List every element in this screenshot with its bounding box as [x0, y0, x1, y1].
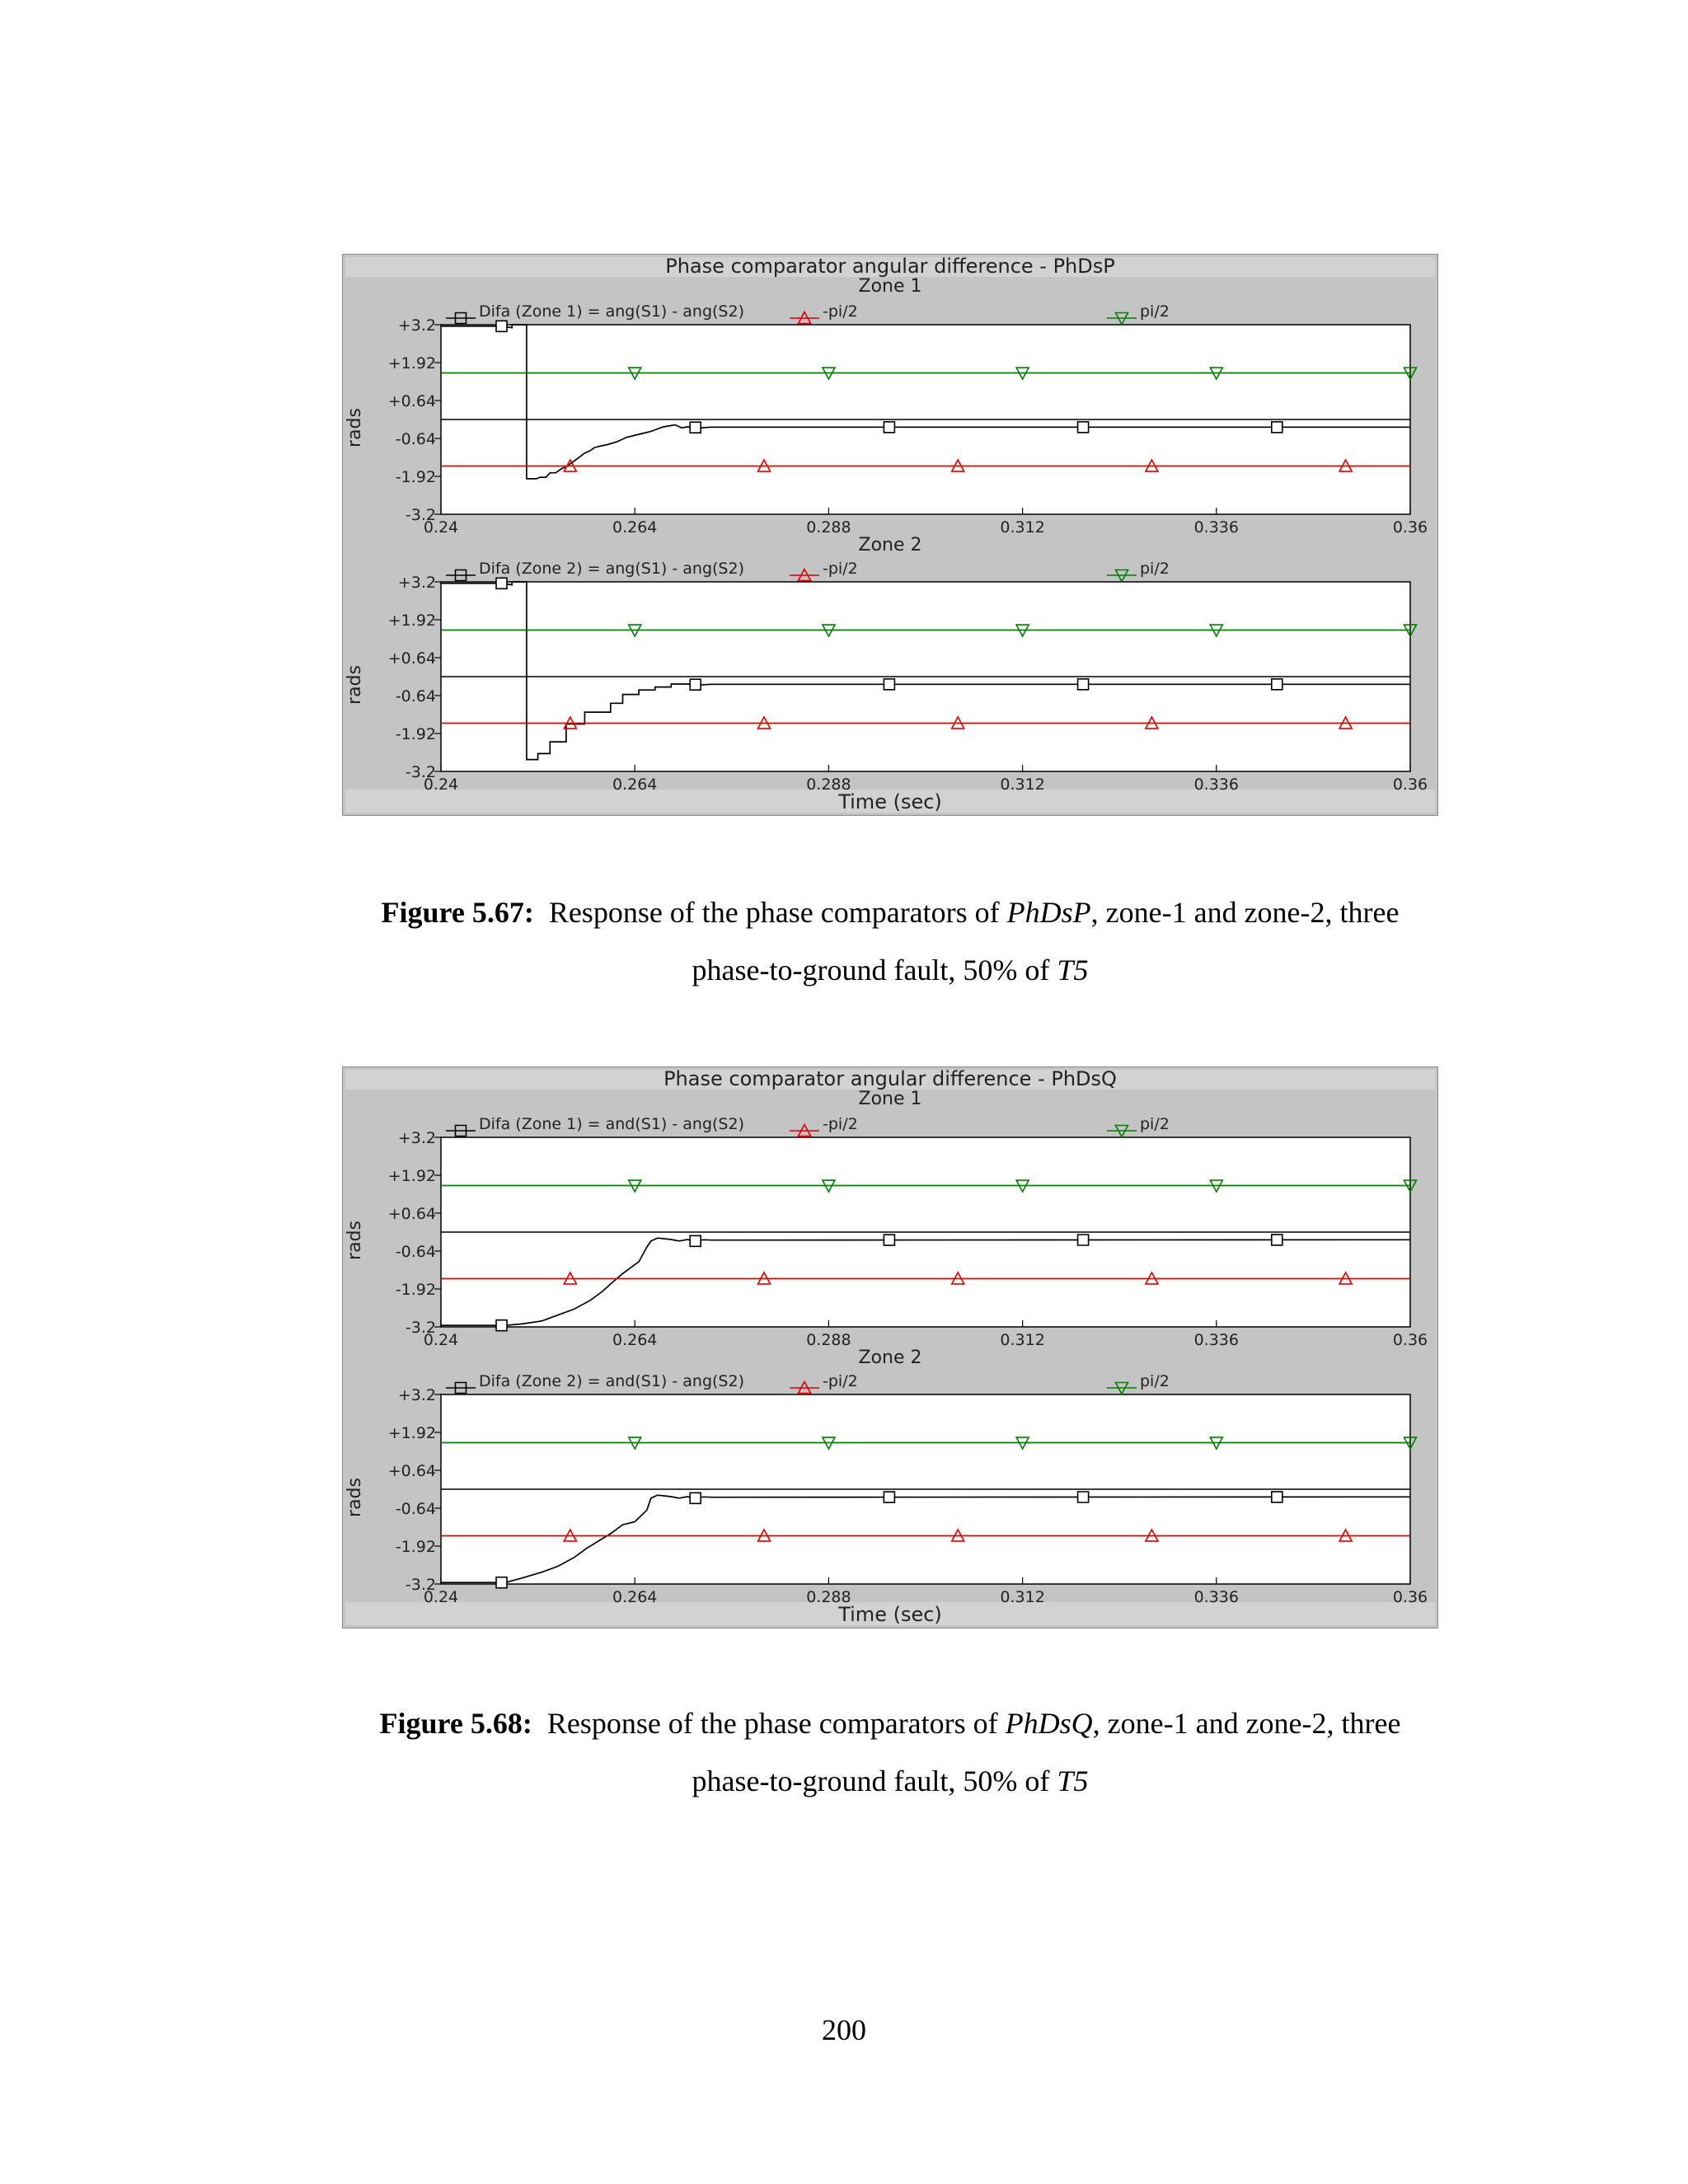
x-tick-label: 0.288: [806, 776, 851, 794]
x-axis-label: Time (sec): [838, 790, 942, 813]
figure-title: Phase comparator angular difference - PhDsQ: [663, 1067, 1117, 1090]
legend-label: pi/2: [1140, 1115, 1170, 1133]
caption-text: Response of the phase comparators of: [548, 896, 1000, 929]
x-tick-label: 0.312: [1000, 776, 1045, 794]
figure-5-67: [342, 254, 1438, 816]
legend-label: -pi/2: [823, 1115, 858, 1133]
figure-5-68-chart: [342, 1066, 1438, 1629]
data-point: [884, 679, 894, 690]
x-tick-label: 0.288: [806, 518, 851, 537]
y-axis-label: rads: [345, 665, 365, 705]
y-tick-label: -3.2: [405, 1319, 436, 1337]
caption-text: Response of the phase comparators of: [546, 1707, 998, 1740]
legend-label: pi/2: [1140, 1372, 1170, 1390]
data-point: [690, 1493, 701, 1503]
y-tick-label: +0.64: [387, 649, 436, 668]
y-tick-label: +3.2: [397, 1129, 436, 1147]
y-tick-label: -3.2: [405, 1576, 436, 1594]
caption-line2-text: phase-to-ground fault, 50% of: [692, 954, 1050, 987]
x-tick-label: 0.336: [1193, 776, 1240, 794]
x-tick-label: 0.264: [612, 518, 658, 537]
x-tick-label: 0.312: [1000, 518, 1045, 537]
y-tick-label: +0.64: [387, 392, 436, 410]
caption-name: PhDsP: [1006, 896, 1091, 929]
legend-label: -pi/2: [823, 1372, 858, 1390]
figure-5-67-caption: [272, 883, 1508, 999]
caption-text-2: , zone-1 and zone-2, three: [1092, 1707, 1401, 1740]
figure-5-68: [342, 1066, 1438, 1629]
figure-title: Phase comparator angular difference - PhDsP: [665, 255, 1115, 278]
data-point: [1272, 1235, 1282, 1245]
x-tick-label: 0.336: [1193, 1588, 1240, 1606]
y-tick-label: +3.2: [397, 316, 436, 335]
legend-label: pi/2: [1140, 560, 1170, 578]
y-tick-label: +1.92: [387, 612, 436, 630]
data-point: [884, 422, 894, 433]
data-point: [884, 1492, 894, 1502]
caption-label: Figure 5.67:: [381, 896, 534, 929]
x-tick-label: 0.336: [1193, 1331, 1240, 1349]
data-point: [496, 578, 507, 588]
caption-line-1: [272, 883, 1508, 941]
x-tick-label: 0.24: [423, 1588, 459, 1606]
caption-name: PhDsQ: [1005, 1707, 1093, 1740]
x-tick-label: 0.264: [612, 1588, 658, 1606]
figure-5-67-chart: [342, 254, 1438, 816]
data-point: [690, 422, 701, 433]
data-point: [1078, 422, 1089, 433]
data-point: [884, 1235, 894, 1245]
x-tick-label: 0.312: [1000, 1331, 1045, 1349]
y-tick-label: +1.92: [387, 1424, 436, 1442]
panel-subtitle: Zone 1: [858, 276, 922, 297]
y-tick-label: -0.64: [395, 1243, 436, 1261]
legend-label: Difa (Zone 2) = ang(S1) - ang(S2): [479, 560, 744, 578]
x-tick-label: 0.36: [1392, 776, 1428, 794]
x-tick-label: 0.288: [806, 1331, 851, 1349]
caption-text-2: , zone-1 and zone-2, three: [1090, 896, 1400, 929]
y-tick-label: -1.92: [395, 1538, 436, 1556]
x-tick-label: 0.312: [1000, 1588, 1045, 1606]
y-tick-label: +1.92: [387, 354, 436, 373]
x-tick-label: 0.288: [806, 1588, 851, 1606]
y-tick-label: -3.2: [405, 763, 436, 781]
y-axis-label: rads: [345, 408, 365, 448]
y-tick-label: -0.64: [395, 687, 436, 705]
x-tick-label: 0.24: [423, 518, 459, 537]
y-axis-label: rads: [345, 1478, 365, 1517]
panel-subtitle: Zone 2: [858, 535, 922, 555]
figure-5-68-caption: [272, 1694, 1508, 1810]
legend-label: Difa (Zone 1) = ang(S1) - ang(S2): [479, 302, 744, 321]
data-point: [1272, 1492, 1282, 1502]
y-tick-label: +3.2: [397, 1386, 436, 1404]
caption-var: T5: [1057, 954, 1089, 987]
y-tick-label: -3.2: [405, 506, 436, 524]
caption-line-2: [272, 1752, 1508, 1810]
x-tick-label: 0.336: [1193, 518, 1240, 537]
y-tick-label: +1.92: [387, 1167, 436, 1185]
caption-label: Figure 5.68:: [379, 1707, 532, 1740]
y-axis-label: rads: [345, 1221, 365, 1260]
data-point: [1078, 1235, 1089, 1245]
y-tick-label: +3.2: [397, 574, 436, 592]
x-tick-label: 0.24: [423, 776, 459, 794]
caption-line2-text: phase-to-ground fault, 50% of: [692, 1765, 1050, 1797]
y-tick-label: -0.64: [395, 1500, 436, 1518]
y-tick-label: +0.64: [387, 1462, 436, 1480]
x-tick-label: 0.36: [1392, 518, 1428, 537]
y-tick-label: -1.92: [395, 1281, 436, 1299]
legend-label: Difa (Zone 2) = and(S1) - ang(S2): [479, 1372, 744, 1390]
legend-label: Difa (Zone 1) = and(S1) - ang(S2): [479, 1115, 744, 1133]
x-tick-label: 0.264: [612, 776, 658, 794]
x-tick-label: 0.264: [612, 1331, 658, 1349]
data-point: [690, 679, 701, 690]
data-point: [1272, 679, 1282, 690]
data-point: [496, 1577, 507, 1588]
data-point: [1078, 1492, 1089, 1502]
y-tick-label: +0.64: [387, 1205, 436, 1223]
x-tick-label: 0.24: [423, 1331, 459, 1349]
x-tick-label: 0.36: [1392, 1331, 1428, 1349]
legend-label: -pi/2: [823, 302, 858, 321]
legend-label: -pi/2: [823, 560, 858, 578]
y-tick-label: -0.64: [395, 430, 436, 448]
panel-subtitle: Zone 2: [858, 1347, 922, 1368]
page-number: 200: [822, 2013, 866, 2046]
y-tick-label: -1.92: [395, 725, 436, 743]
x-axis-label: Time (sec): [838, 1603, 942, 1626]
data-point: [496, 1320, 507, 1331]
y-tick-label: -1.92: [395, 468, 436, 486]
legend-label: pi/2: [1140, 302, 1170, 321]
data-point: [496, 321, 507, 331]
caption-line-1: [272, 1694, 1508, 1752]
data-point: [690, 1235, 701, 1246]
x-tick-label: 0.36: [1392, 1588, 1428, 1606]
panel-subtitle: Zone 1: [858, 1089, 922, 1109]
data-point: [1078, 679, 1089, 690]
caption-var: T5: [1057, 1765, 1089, 1797]
data-point: [1272, 422, 1282, 433]
caption-line-2: [272, 941, 1508, 999]
